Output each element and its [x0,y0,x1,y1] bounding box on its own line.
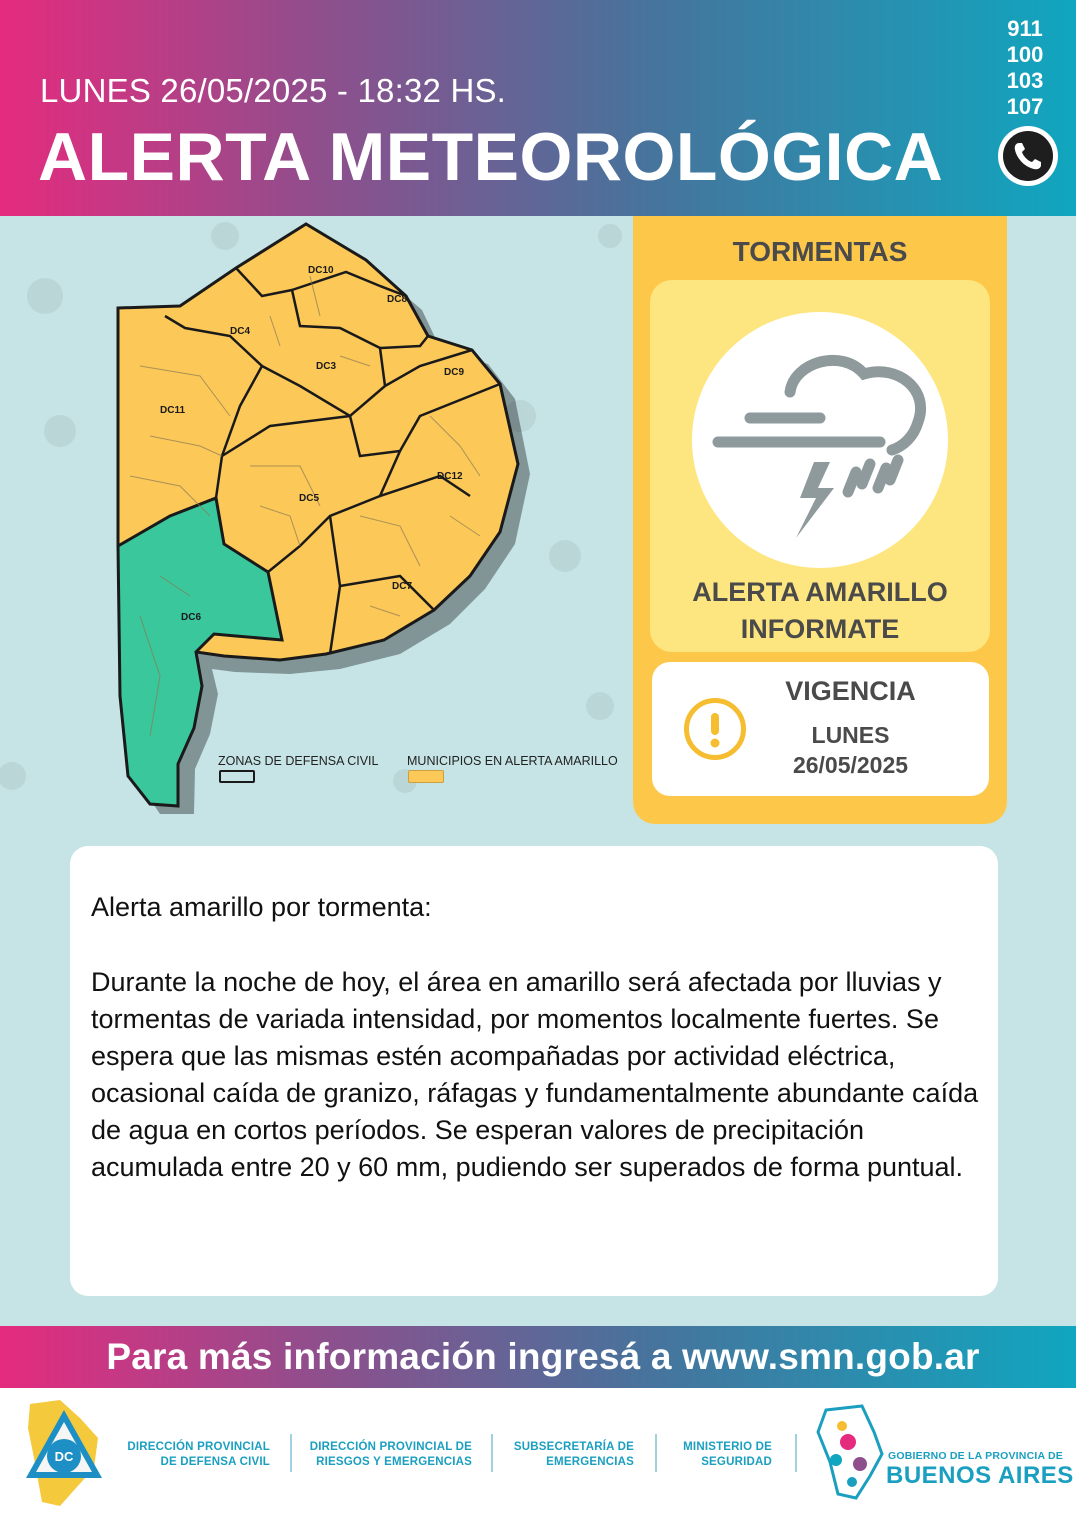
validity-date-value: 26/05/2025 [792,752,909,778]
validity-card [652,662,989,796]
org-line: DIRECCIÓN PROVINCIAL [127,1441,270,1453]
divider [491,1434,493,1472]
org-line: DIRECCIÓN PROVINCIAL DE [309,1441,472,1453]
org-subsecretaria [500,1440,634,1470]
emergency-number: 911 [1007,16,1043,41]
legend-municipalities-label: MUNICIPIOS EN ALERTA AMARILLO [407,754,618,768]
info-banner [0,1326,1076,1388]
dc-initials: DC [54,1449,74,1464]
buenos-aires-emblem-icon [812,1402,884,1502]
emergency-number: 107 [1006,94,1044,119]
thunderstorm-icon [692,312,948,568]
footer-logos [0,1388,1076,1522]
alert-datetime: LUNES 26/05/2025 - 18:32 HS. [40,72,507,109]
zone-label-dc12: DC12 [437,471,463,482]
org-ministerio [664,1440,772,1470]
validity-date [712,720,989,780]
info-link-text[interactable]: Para más información ingresá a www.smn.gob.ar [106,1336,980,1377]
province-map [0,216,632,826]
emergency-numbers [1002,16,1048,120]
zone-label-dc8: DC8 [387,294,408,305]
zone-label-dc6: DC6 [181,612,202,623]
org-defensa-civil [110,1440,270,1470]
gov-label-small: GOBIERNO DE LA PROVINCIA DE [888,1450,1063,1462]
zone-label-dc9: DC9 [444,367,465,378]
divider [655,1434,657,1472]
zone-label-dc4: DC4 [230,326,251,337]
divider [290,1434,292,1472]
org-line: MINISTERIO DE [683,1441,772,1453]
description-card [70,846,998,1296]
legend-municipalities-swatch [408,770,444,783]
zone-label-dc7: DC7 [392,581,413,592]
zone-label-dc10: DC10 [308,265,334,276]
divider [795,1434,797,1472]
page-title: ALERTA METEOROLÓGICA [38,119,944,195]
header-banner [0,0,1076,216]
zone-label-dc5: DC5 [299,493,320,504]
description-heading: Alerta amarillo por tormenta: [91,892,432,922]
legend-zones-swatch [219,770,255,783]
validity-title: VIGENCIA [785,676,916,706]
org-riesgos [300,1440,472,1470]
description-body: Durante la noche de hoy, el área en amarillo será afectada por lluvias y tormentas de variada intensidad, por momentos localmente fuertes. Se espera que las mismas estén acompañadas por actividad eléctrica, ocasional caída de granizo, ráfagas y fundamentalmente abundante caída de agua en cortos períodos. Se esperan valores de precipitación acumulada entre 20 y 60 mm, pudiendo ser superados de forma puntual. [91,967,979,1182]
org-line: SUBSECRETARÍA DE [513,1441,634,1453]
alert-level-line1: ALERTA AMARILLO [692,577,948,607]
validity-day: LUNES [811,722,890,748]
alert-level-line2: INFORMATE [740,614,900,644]
org-line: EMERGENCIAS [546,1456,634,1468]
alert-panel [633,216,1007,824]
alert-level-text [650,574,990,648]
phone-icon [998,126,1058,186]
emergency-number: 100 [1006,42,1044,67]
legend-zones-label: ZONAS DE DEFENSA CIVIL [218,754,379,768]
org-line: DE DEFENSA CIVIL [160,1456,270,1468]
emergency-number: 103 [1006,68,1044,93]
org-line: RIESGOS Y EMERGENCIAS [316,1456,472,1468]
alert-map-svg [0,216,632,826]
zone-label-dc3: DC3 [316,361,337,372]
gov-label-big: BUENOS AIRES [886,1462,1074,1489]
hazard-type: TORMENTAS [732,236,908,267]
defensa-civil-logo [20,1398,108,1510]
alert-level-card [650,280,990,652]
org-line: SEGURIDAD [701,1456,772,1468]
zone-label-dc11: DC11 [160,405,186,416]
